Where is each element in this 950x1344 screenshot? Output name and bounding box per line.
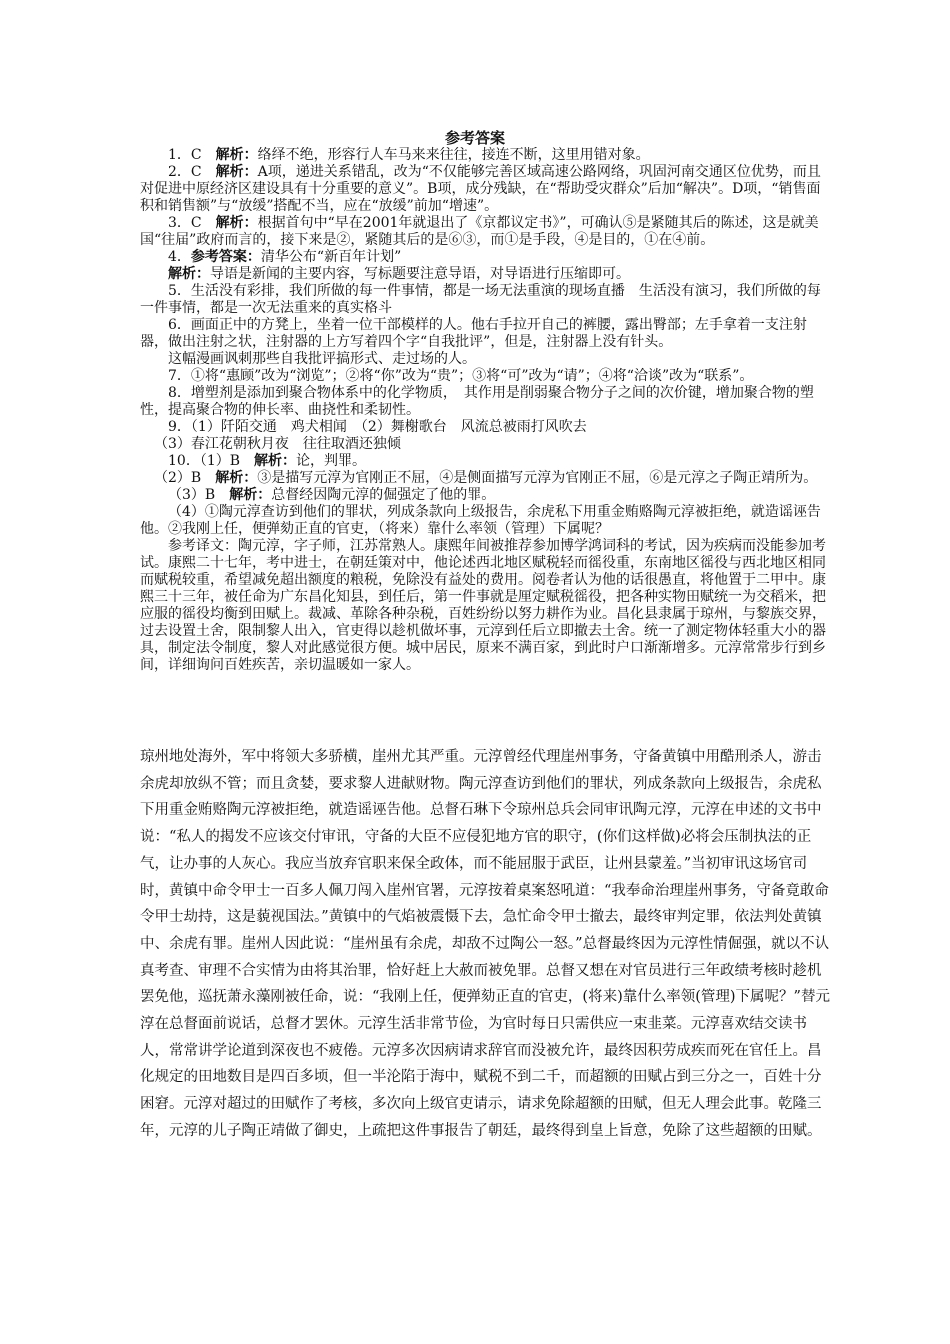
translation-block: [140, 744, 832, 1145]
answer-9-line2: （3）春江花朝秋月夜 往往取酒还独倾: [154, 436, 401, 452]
answers-block: [140, 147, 832, 674]
answer-8: 8．增塑剂是添加到聚合物体系中的化学物质， 其作用是削弱聚合物分子之间的次价键，增加聚合物的塑性，提高聚合物的伸长率、曲挠性和柔韧性。: [140, 385, 814, 418]
translation-paragraph-2: 琼州地处海外，军中将领大多骄横，崖州尤其严重。元淳曾经代理崖州事务，守备黄镇中用酷刑杀人，游击余虎却放纵不管；而且贪婪，要求黎人进献财物。陶元淳查访到他们的罪状，列成条款向上级报告，余虎私下用重金贿赂陶元淳被拒绝，就造谣诬告他。总督石琳下令琼州总兵会同审讯陶元淳，元淳在申述的文书中说：“私人的揭发不应该交付审讯，守备的大臣不应侵犯地方官的职守，(你们这样做)必将会压制执法的正气，让办事的人灰心。我应当放弃官职来保全政体，而不能屈服于武臣，让州县蒙羞。”当初审讯这场官司时，黄镇中命令甲士一百多人佩刀闯入崖州官署，元淳按着桌案怒吼道：“我奉命治理崖州事务，守备竟敢命令甲士劫持，这是藐视国法。”黄镇中的气焰被震慑下去，急忙命令甲士撤去，最终审判定罪，依法判处黄镇中、余虎有罪。崖州人因此说：“崖州虽有余虎，却敌不过陶公一怒。”总督最终因为元淳性情倔强，就以不认真考查、审理不合实情为由将其治罪，恰好赶上大赦而被免罪。总督又想在对官员进行三年政绩考核时趁机罢免他，巡抚萧永藻刚被任命，说：“我刚上任，便弹劾正直的官吏，(将来)靠什么率领(管理)下属呢？”替元淳在总督面前说话，总督才罢休。元淳生活非常节俭，为官时每日只需供应一束韭菜。元淳喜欢结交读书人，常常讲学论道到深夜也不疲倦。元淳多次因病请求辞官而没被允许，最终因积劳成疾而死在官任上。昌化规定的田地数目是四百多顷，但一半沦陷于海中，赋税不到二千，而超额的田赋占到三分之一，百姓十分困窘。元淳对超过的田赋作了考核，多次向上级官吏请示，请求免除超额的田赋，但无人理会此事。乾隆三年，元淳的儿子陶正靖做了御史，上疏把这件事报告了朝廷，最终得到皇上旨意，免除了这些超额的田赋。: [140, 749, 830, 1139]
answer-1: 1．C 解析：络绎不绝，形容行人车马来来往往，接连不断，这里用错对象。: [168, 147, 650, 163]
answer-5: 5．生活没有彩排，我们所做的每一件事情，都是一场无法重演的现场直播 生活没有演习，我们所做的每一件事情，都是一次无法重来的真实格斗: [140, 283, 821, 316]
answer-3: 3．C 解析：根据首句中“早在2001年就退出了《京都议定书》”，可确认⑤是紧随其后的陈述，这是就美国“往届”政府而言的，接下来是②，紧随其后的是⑥③，而①是手段，④是目的，①在④前。: [140, 215, 819, 248]
answer-9-line1: 9．（1）阡陌交通 鸡犬相闻 （2）舞榭歌台 风流总被雨打风吹去: [168, 419, 587, 435]
answer-10-4: （4）①陶元淳查访到他们的罪状，列成条款向上级报告，余虎私下用重金贿赂陶元淳被拒绝，就造谣诬告他。②我刚上任，便弹劾正直的官吏，（将来）靠什么率领（管理）下属呢？: [140, 504, 821, 537]
translation-paragraph-1: 参考译文：陶元淳，字子师，江苏常熟人。康熙年间被推荐参加博学鸿词科的考试，因为疾病而没能参加考试。康熙二十七年，考中进士，在朝廷策对中，他论述西北地区赋税轻而徭役重，东南地区徭役与西北地区相同而赋税较重，希望减免超出额度的粮税，免除没有益处的费用。阅卷者认为他的话很愚直，将他置于二甲中。康熙三十三年，被任命为广东昌化知县，到任后，第一件事就是厘定赋税徭役，把各种实物田赋统一为交稻米，把应服的徭役均衡到田赋上。裁减、革除各种杂税，百姓纷纷以努力耕作为业。昌化县隶属于琼州，与黎族交界，过去设置土舍，限制黎人出入，官吏得以趁机做坏事，元淳到任后立即撤去土舍。统一了测定物体轻重大小的器具，制定法令制度，黎人对此感觉很方便。城中居民，原来不满百家，到此时户口渐渐增多。元淳常常步行到乡间，详细询问百姓疾苦，亲切温暖如一家人。: [140, 538, 826, 673]
answer-4: 4．参考答案：清华公布“新百年计划”: [168, 249, 402, 265]
answer-4-explanation: 解析：导语是新闻的主要内容，写标题要注意导语，对导语进行压缩即可。: [168, 266, 630, 282]
answer-6-note: 这幅漫画讽刺那些自我批评搞形式、走过场的人。: [168, 351, 476, 367]
answer-7: 7．①将“惠顾”改为“浏览”；②将“你”改为“贵”；③将“可”改为“请”；④将“洽谈”改为“联系”。: [168, 368, 754, 384]
page-title: 参考答案: [444, 129, 505, 147]
answer-10-1: 10．（1）B 解析：论，判罪。: [168, 453, 367, 469]
answer-10-2: （2）B 解析：③是描写元淳为官刚正不屈，④是侧面描写元淳为官刚正不屈，⑥是元淳之子陶正靖所为。: [154, 470, 818, 486]
answer-2: 2．C 解析：A项，递进关系错乱，改为“不仅能够完善区域高速公路网络，巩固河南交通区位优势，而且对促进中原经济区建设具有十分重要的意义”。B项，成分残缺，在“帮助受灾群众”后加“解决”。D项，“销售面积和销售额”与“放缓”搭配不当，应在“放缓”前加“增速”。: [140, 164, 821, 214]
answer-6: 6．画面正中的方凳上，坐着一位干部模样的人。他右手拉开自己的裤腰，露出臀部；左手拿着一支注射器，做出注射之状，注射器的上方写着四个字“自我批评”，但是，注射器上没有针头。: [140, 317, 807, 350]
answer-10-3: （3）B 解析：总督经因陶元淳的倔强定了他的罪。: [168, 487, 496, 503]
